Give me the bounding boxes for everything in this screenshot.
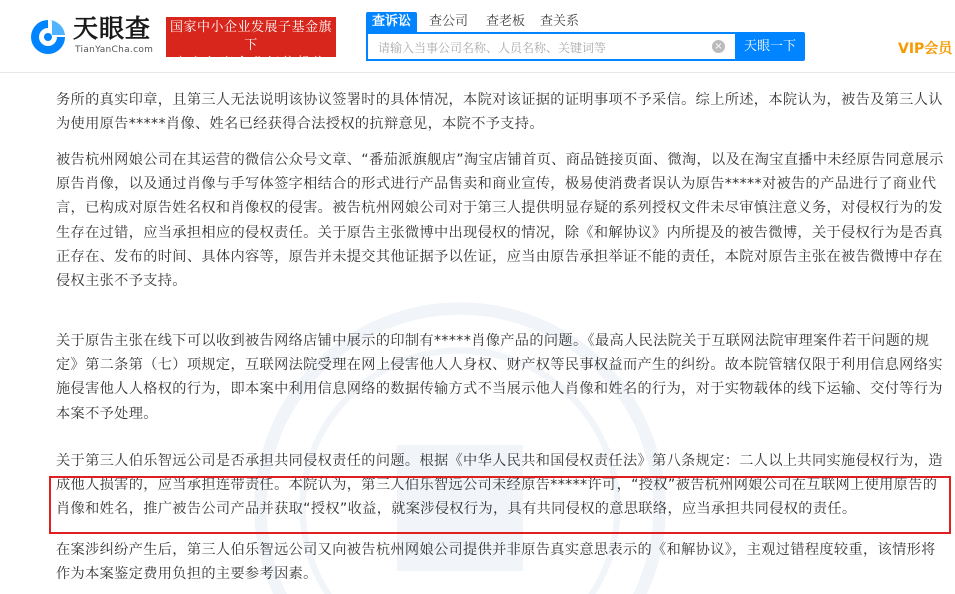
logo-text[interactable]: 天眼查 xyxy=(73,14,152,43)
tab-company[interactable]: 查公司 xyxy=(429,14,469,29)
paragraph-1: 务所的真实印章，且第三人无法说明该协议签署时的具体情况，本院对该证据的证明事项不予采信。综上所述，本院认为，被告及第三人认为使用原告*****肖像、姓名已经获得合法授权的抗辩意见，本院不予支持。 xyxy=(56,92,943,133)
highlight-box xyxy=(49,476,951,534)
official-badge xyxy=(166,17,336,71)
paragraph-2: 被告杭州网娘公司在其运营的微信公众号文章、“番茄派旗舰店”淘宝店铺首页、商品链接页面、微淘，以及在淘宝直播中未经原告同意展示原告肖像，以及通过肖像与手写体签字相结合的形式进行产品售卖和商业宣传，极易使消费者误认为原告*****对被告的产品进行了商业代言，已构成对原告姓名权和肖像权的侵害。被告杭州网娘公司对于第三人提供明显存疑的系列授权文件未尽审慎注意义务，对侵权行为的发生存在过错，应当承担相应的侵权责任。关于原告主张微博中出现侵权的情况，除《和解协议》内所提及的被告微博，关于侵权行为是否真正存在、发布的时间、具体内容等，原告并未提交其他证据予以佐证，应当由原告承担举证不能的责任，本院对原告主张在被告微博中存在侵权主张不予支持。 xyxy=(56,152,944,290)
judgment-content xyxy=(0,73,955,594)
search-box xyxy=(366,32,735,61)
vip-link[interactable]: VIP会员 xyxy=(898,41,953,57)
logo-domain: TianYanCha.com xyxy=(75,45,154,55)
paragraph-5: 在案涉纠纷产生后，第三人伯乐智远公司又向被告杭州网娘公司提供并非原告真实意思表示的《和解协议》，主观过错程度较重，该情形将作为本案鉴定费用负担的主要参考因素。 xyxy=(56,542,936,583)
badge-line-1: 国家中小企业发展子基金旗下 xyxy=(169,20,332,53)
search-input[interactable] xyxy=(376,34,700,61)
top-header xyxy=(0,0,955,73)
search-button[interactable]: 天眼一下 xyxy=(735,32,805,61)
scroll-fade xyxy=(0,73,955,77)
tab-litigation[interactable]: 查诉讼 xyxy=(366,12,417,32)
paragraph-4: 关于第三人伯乐智远公司是否承担共同侵权责任的问题。根据《中华人民共和国侵权责任法》第八条规定：二人以上共同实施侵权行为，造成他人损害的，应当承担连带责任。本院认为，第三人伯乐智远公司未经原告*****许可，“授权”被告杭州网娘公司在互联网上使用原告的肖像和姓名，推广被告公司产品并获取“授权”收益，就案涉侵权行为，具有共同侵权的意思联络，应当承担共同侵权的责任。 xyxy=(56,453,943,518)
tab-relation[interactable]: 查关系 xyxy=(540,14,580,29)
tab-boss[interactable]: 查老板 xyxy=(486,14,526,29)
badge-line-2: 官方备案企业征信机构 xyxy=(173,56,328,71)
paragraph-3: 关于原告主张在线下可以收到被告网络店铺中展示的印制有*****肖像产品的问题。《最高人民法院关于互联网法院审理案件若干问题的规定》第二条第（七）项规定，互联网法院受理在网上侵害他人人身权、财产权等民事权益而产生的纠纷。故本院管辖仅限于利用信息网络实施侵害他人人格权的行为，即本案中利用信息网络的数据传输方式不当展示他人肖像和姓名的行为，对于实物载体的线下运输、交付等行为本案不予处理。 xyxy=(56,333,943,422)
tianyancha-logo-icon[interactable] xyxy=(28,17,68,57)
clear-icon[interactable]: × xyxy=(712,40,725,53)
